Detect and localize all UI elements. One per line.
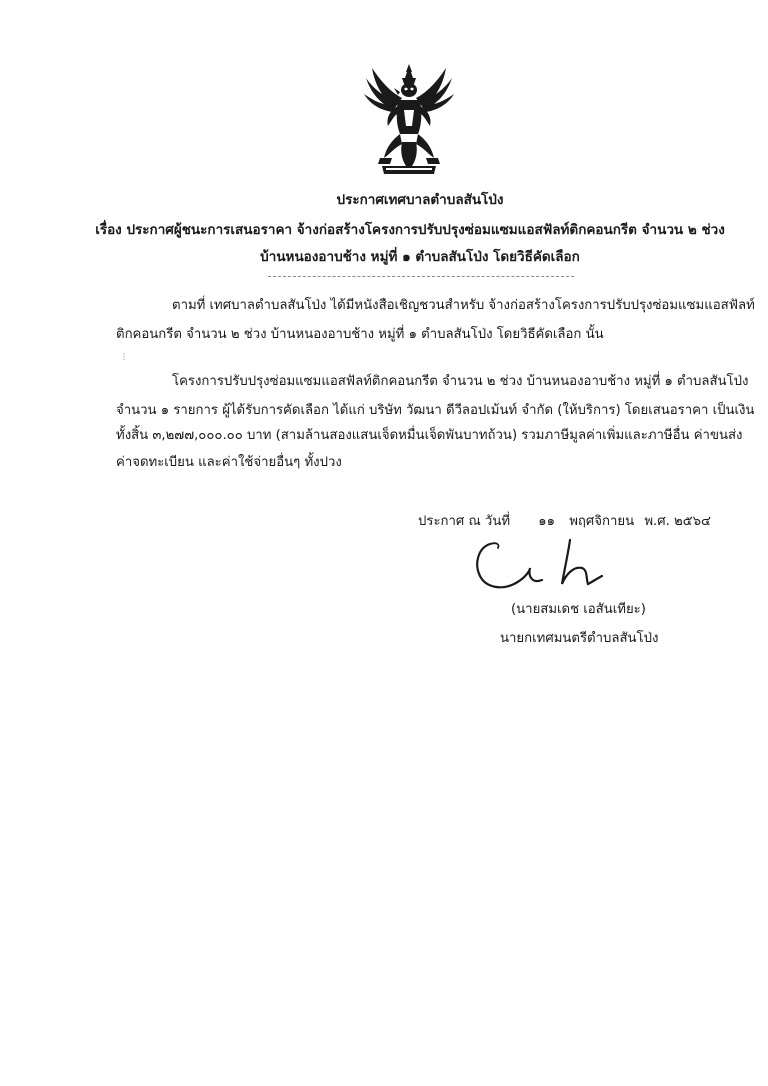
paragraph-2-line-4: ค่าจดทะเบียน และค่าใช้จ่ายอื่นๆ ทั้งปวง bbox=[116, 455, 342, 470]
stray-mark: ⋮ bbox=[120, 352, 128, 361]
announcement-month: พฤศจิกายน bbox=[569, 514, 635, 529]
signer-title: นายกเทศมนตรีตำบลสันโป่ง bbox=[500, 631, 659, 646]
paragraph-1-line-1: ตามที่ เทศบาลตำบลสันโป่ง ได้มีหนังสือเชิญชวนสำหรับ จ้างก่อสร้างโครงการปรับปรุงซ่อมแซมแอสฟัลท์ bbox=[172, 298, 755, 313]
announcement-date-label: ประกาศ ณ วันที่ bbox=[418, 514, 511, 529]
paragraph-2-line-2: จำนวน ๑ รายการ ผู้ได้รับการคัดเลือก ได้แก่ บริษัท วัฒนา ดีวีลอปเม้นท์ จำกัด (ให้บริการ) โดยเสนอราคา เป็นเงิน bbox=[116, 403, 755, 418]
announcement-year: พ.ศ. ๒๕๖๔ bbox=[644, 514, 711, 529]
announcement-day: ๑๑ bbox=[538, 514, 555, 529]
signer-name: (นายสมเดช เอสันเทียะ) bbox=[511, 602, 646, 617]
handwritten-signature bbox=[470, 534, 630, 596]
document-subject-line-2: บ้านหนองอาบช้าง หมู่ที่ ๑ ตำบลสันโป่ง โดยวิธีคัดเลือก bbox=[260, 249, 580, 265]
announcement-date bbox=[418, 510, 711, 531]
paragraph-2-line-1: โครงการปรับปรุงซ่อมแซมแอสฟัลท์ติกคอนกรีต จำนวน ๒ ช่วง บ้านหนองอาบช้าง หมู่ที่ ๑ ตำบลสันโป่ง bbox=[172, 374, 749, 389]
document-agency-title: ประกาศเทศบาลตำบลสันโป่ง bbox=[336, 192, 504, 208]
header-divider bbox=[268, 276, 574, 277]
garuda-emblem-icon bbox=[362, 62, 456, 178]
document-subject-line-1: เรื่อง ประกาศผู้ชนะการเสนอราคา จ้างก่อสร้างโครงการปรับปรุงซ่อมแซมแอสฟัลท์ติกคอนกรีต จำนวน ๒ ช่วง bbox=[95, 222, 725, 238]
paragraph-2-line-3: ทั้งสิ้น ๓,๒๗๗,๐๐๐.๐๐ บาท (สามล้านสองแสนเจ็ดหมื่นเจ็ดพันบาทถ้วน) รวมภาษีมูลค่าเพิ่มและภาษีอื่น ค่าขนส่ง bbox=[116, 428, 743, 443]
paragraph-1-line-2: ติกคอนกรีต จำนวน ๒ ช่วง บ้านหนองอาบช้าง หมู่ที่ ๑ ตำบลสันโป่ง โดยวิธีคัดเลือก นั้น bbox=[116, 327, 604, 342]
